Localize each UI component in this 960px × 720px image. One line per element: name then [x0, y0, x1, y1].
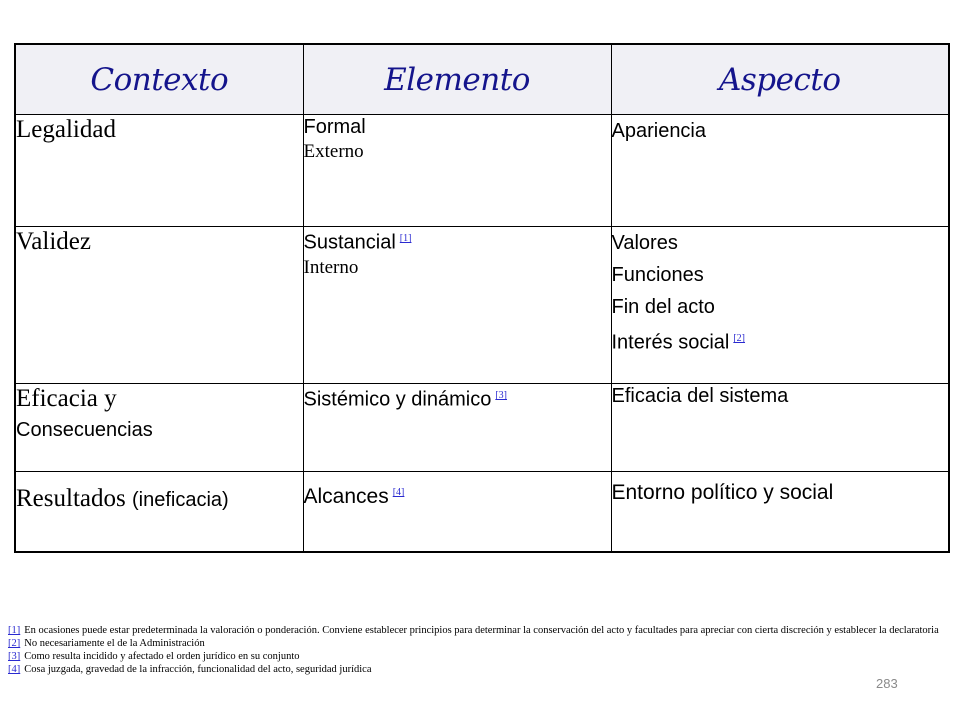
- footnote-text: En ocasiones puede estar predeterminada la valoración o ponderación. Conviene establecer principios para determinar la conservación del acto y facultades para apreciar con cierta discreción y establecer la declaratoria: [24, 625, 939, 636]
- footnote: [8, 637, 948, 650]
- footnote-ref-link[interactable]: [2]: [8, 638, 21, 649]
- contexto-label: Resultados: [16, 485, 126, 512]
- table-row: [15, 384, 949, 472]
- elemento-label: Sustancial: [303, 231, 396, 254]
- page-number: 283: [876, 676, 898, 691]
- aspecto-item-with-ref: [612, 323, 949, 359]
- footnote-ref-link[interactable]: [1]: [8, 625, 21, 636]
- elemento-cell: [303, 115, 611, 227]
- aspecto-item: Fin del acto: [611, 296, 715, 318]
- aspecto-item: Eficacia del sistema: [611, 385, 789, 407]
- elemento-level: Externo: [303, 141, 364, 162]
- contexto-cell: [15, 227, 303, 384]
- footnote: [8, 624, 948, 637]
- footnote-link[interactable]: [3]: [495, 390, 508, 401]
- contexto-sublabel: Consecuencias: [16, 419, 153, 441]
- table-row: [15, 472, 949, 552]
- elemento-cell: [303, 384, 611, 472]
- context-element-aspect-table: [14, 43, 950, 553]
- footnote-link[interactable]: [2]: [733, 333, 746, 344]
- elemento-cell: [303, 227, 611, 384]
- aspecto-cell: [611, 384, 949, 472]
- footnote-text: Como resulta incidido y afectado el orden jurídico en su conjunto: [24, 651, 300, 662]
- elemento-level: Interno: [303, 256, 359, 278]
- table-row: [15, 115, 949, 227]
- contexto-cell: [15, 472, 303, 552]
- contexto-sublabel: (ineficacia): [131, 489, 229, 511]
- aspecto-cell: [611, 227, 949, 384]
- footnote-link[interactable]: [4]: [392, 487, 405, 498]
- elemento-label: Alcances: [303, 485, 389, 508]
- contexto-label: Legalidad: [16, 116, 116, 143]
- footnote-text: Cosa juzgada, gravedad de la infracción, funcionalidad del acto, seguridad jurídica: [24, 664, 372, 675]
- table-row: [15, 227, 949, 384]
- contexto-label: Validez: [16, 228, 91, 255]
- contexto-cell: [15, 384, 303, 472]
- elemento-label: Sistémico y dinámico: [303, 388, 492, 411]
- footnotes: [8, 624, 948, 676]
- footnote: [8, 650, 948, 663]
- table-header-row: [15, 44, 949, 115]
- header-contexto: Contexto: [15, 44, 303, 115]
- footnote-ref-link[interactable]: [4]: [8, 664, 21, 675]
- footnote-text: No necesariamente el de la Administración: [24, 638, 205, 649]
- aspecto-item: Funciones: [611, 264, 704, 286]
- footnote-link[interactable]: [1]: [399, 233, 412, 244]
- aspecto-item: Interés social: [611, 331, 730, 354]
- aspecto-item: Entorno político y social: [611, 481, 834, 504]
- contexto-cell: [15, 115, 303, 227]
- contexto-label: Eficacia y: [16, 385, 117, 412]
- aspecto-item: Apariencia: [611, 120, 707, 142]
- aspecto-cell: [611, 115, 949, 227]
- aspecto-item: Valores: [611, 232, 678, 254]
- footnote: [8, 663, 948, 676]
- header-elemento: Elemento: [303, 44, 611, 115]
- header-aspecto: Aspecto: [611, 44, 949, 115]
- elemento-cell: [303, 472, 611, 552]
- aspecto-cell: [611, 472, 949, 552]
- footnote-ref-link[interactable]: [3]: [8, 651, 21, 662]
- elemento-label: Formal: [303, 116, 366, 138]
